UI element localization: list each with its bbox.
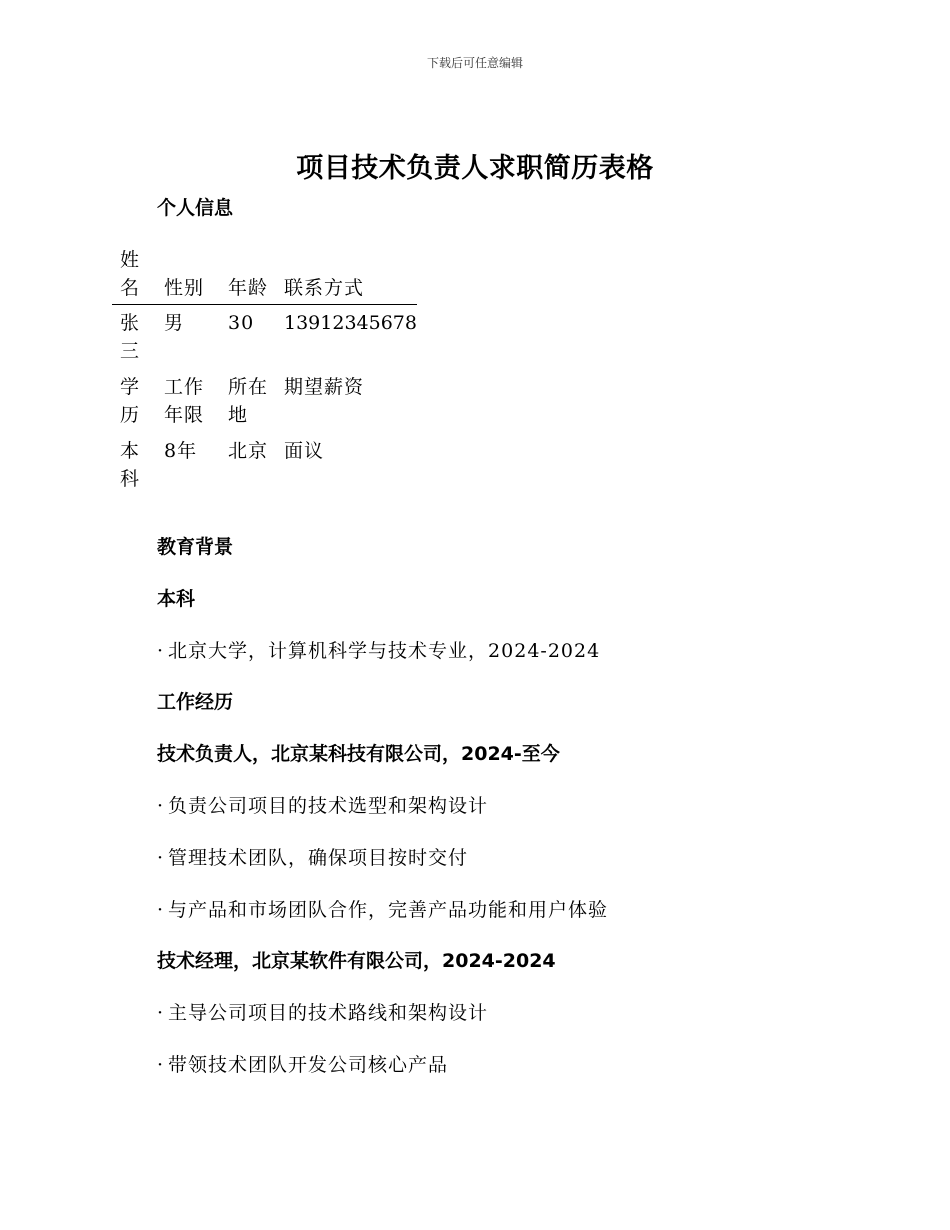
list-item — [157, 843, 468, 870]
education-degree: 本科 — [157, 588, 196, 610]
table-cell: 北京 — [228, 440, 269, 462]
list-item-text: 带领技术团队开发公司核心产品 — [168, 1054, 449, 1076]
job-title: 技术经理，北京某软件有限公司，2024-2024 — [157, 950, 556, 972]
bullet-icon: · — [157, 1054, 165, 1076]
table-cell: 期望薪资 — [284, 376, 365, 398]
list-item-text: 北京大学，计算机科学与技术专业，2024-2024 — [168, 640, 601, 662]
header-name: 姓名 — [112, 244, 156, 305]
education-heading: 教育背景 — [157, 536, 234, 558]
list-item-text: 主导公司项目的技术路线和架构设计 — [168, 1002, 489, 1024]
list-item — [157, 1050, 448, 1077]
table-cell: 工作年限 — [164, 376, 205, 426]
personal-info-heading: 个人信息 — [157, 197, 234, 219]
table-header-row — [112, 244, 417, 305]
personal-info-table — [112, 244, 417, 499]
table-cell: 本科 — [120, 440, 141, 490]
bullet-icon: · — [157, 847, 165, 869]
table-cell: 男 — [164, 312, 185, 334]
header-gender: 性别 — [156, 244, 220, 305]
table-row — [112, 371, 417, 435]
header-contact: 联系方式 — [276, 244, 417, 305]
work-heading: 工作经历 — [157, 691, 234, 713]
bullet-icon: · — [157, 795, 165, 817]
list-item-text: 负责公司项目的技术选型和架构设计 — [168, 795, 489, 817]
table-row — [112, 435, 417, 499]
header-age: 年龄 — [220, 244, 276, 305]
job-title: 技术负责人，北京某科技有限公司，2024-至今 — [157, 743, 560, 765]
list-item — [157, 998, 488, 1025]
list-item-text: 与产品和市场团队合作，完善产品功能和用户体验 — [168, 899, 609, 921]
list-item — [157, 791, 488, 818]
list-item — [157, 636, 600, 663]
table-cell: 面议 — [284, 440, 325, 462]
table-cell: 8年 — [164, 440, 198, 462]
list-item-text: 管理技术团队，确保项目按时交付 — [168, 847, 469, 869]
list-item — [157, 895, 608, 922]
table-cell: 30 — [228, 312, 255, 334]
header-note: 下载后可任意编辑 — [426, 56, 523, 70]
bullet-icon: · — [157, 899, 165, 921]
table-row — [112, 305, 417, 372]
table-cell: 张三 — [120, 312, 141, 362]
bullet-icon: · — [157, 640, 165, 662]
table-cell: 所在地 — [228, 376, 269, 426]
table-cell: 学历 — [120, 376, 141, 426]
document-title: 项目技术负责人求职简历表格 — [296, 153, 654, 184]
bullet-icon: · — [157, 1002, 165, 1024]
table-cell: 13912345678 — [284, 312, 417, 334]
